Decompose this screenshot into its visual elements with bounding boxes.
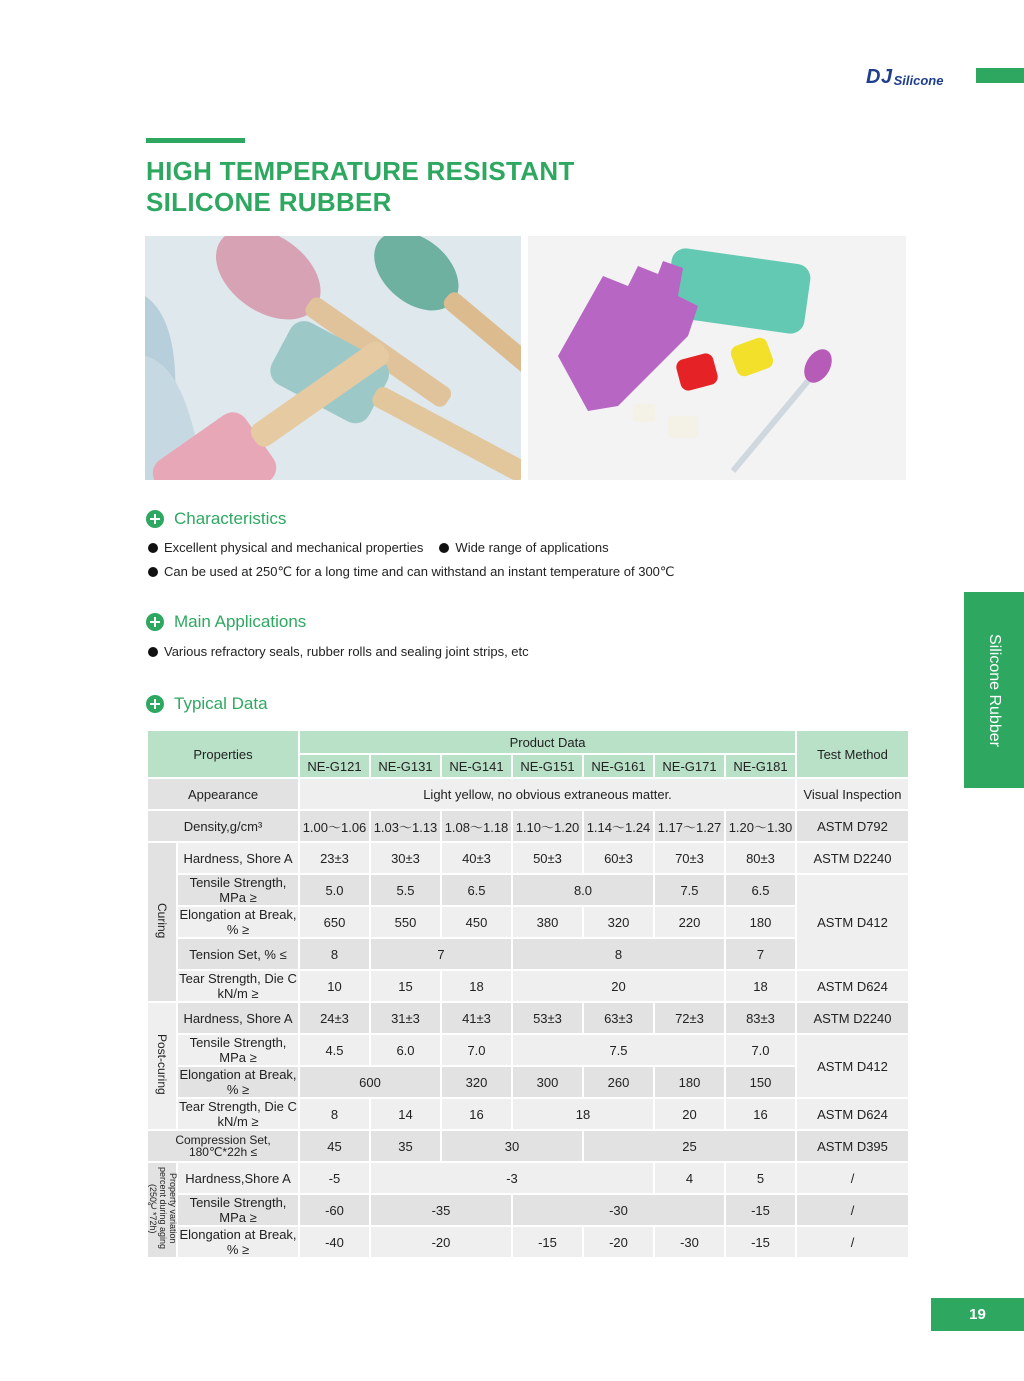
row-label: Elongation at Break, % ≥	[177, 1226, 299, 1258]
table-row	[147, 778, 909, 810]
row-label: Hardness, Shore A	[177, 842, 299, 874]
value-cell: 450	[441, 906, 512, 938]
value-cell: 180	[725, 906, 796, 938]
value-cell: 31±3	[370, 1002, 441, 1034]
brand-logo-silicone: Silicone	[893, 72, 944, 88]
value-cell: 70±3	[654, 842, 725, 874]
value-cell: 16	[725, 1098, 796, 1130]
header-test-method: Test Method	[796, 730, 909, 778]
value-cell: 1.20～1.30	[725, 810, 796, 842]
characteristic-item: Wide range of applications	[455, 540, 609, 555]
value-cell: 60±3	[583, 842, 654, 874]
bullet-icon	[148, 647, 158, 657]
value-cell: 25	[583, 1130, 796, 1162]
bullet-icon	[148, 543, 158, 553]
test-method-cell: ASTM D624	[796, 970, 909, 1002]
plus-circle-icon	[146, 510, 164, 528]
value-cell: -35	[370, 1194, 512, 1226]
test-method-cell: Visual Inspection	[796, 778, 909, 810]
table-header-row	[147, 730, 909, 754]
table-row	[147, 1162, 909, 1194]
table-row	[147, 1194, 909, 1226]
grade-cell: NE-G171	[654, 754, 725, 778]
value-cell: 180	[654, 1066, 725, 1098]
applications-line-1	[148, 644, 529, 659]
plus-circle-icon	[146, 613, 164, 631]
value-cell: 10	[299, 970, 370, 1002]
value-cell: 7.5	[654, 874, 725, 906]
characteristics-line-1	[148, 540, 609, 555]
value-cell: 380	[512, 906, 583, 938]
value-cell: -30	[654, 1226, 725, 1258]
value-cell: 8.0	[512, 874, 654, 906]
grade-cell: NE-G121	[299, 754, 370, 778]
glove-photo	[528, 236, 906, 480]
test-method-cell: /	[796, 1226, 909, 1258]
grade-cell: NE-G161	[583, 754, 654, 778]
value-cell: 260	[583, 1066, 654, 1098]
test-method-cell: ASTM D792	[796, 810, 909, 842]
aging-group-label	[148, 1167, 178, 1249]
row-label: Tension Set, % ≤	[177, 938, 299, 970]
application-item: Various refractory seals, rubber rolls and sealing joint strips, etc	[164, 644, 529, 659]
row-label: Hardness,Shore A	[177, 1162, 299, 1194]
value-cell: -15	[512, 1226, 583, 1258]
test-method-cell: ASTM D395	[796, 1130, 909, 1162]
value-cell: -3	[370, 1162, 654, 1194]
value-cell: 1.03～1.13	[370, 810, 441, 842]
value-cell: 30	[441, 1130, 583, 1162]
row-label: Compression Set,	[175, 1133, 271, 1147]
row-label: Appearance	[147, 778, 299, 810]
row-label: Tensile Strength, MPa ≥	[177, 1034, 299, 1066]
value-cell: 30±3	[370, 842, 441, 874]
characteristic-item: Can be used at 250℃ for a long time and can withstand an instant temperature of 300℃	[164, 564, 675, 579]
row-label: Tensile Strength, MPa ≥	[177, 874, 299, 906]
value-cell: -30	[512, 1194, 725, 1226]
row-label: Tear Strength, Die C kN/m ≥	[177, 1098, 299, 1130]
value-cell: 4.5	[299, 1034, 370, 1066]
value-cell: 1.00～1.06	[299, 810, 370, 842]
value-cell: 80±3	[725, 842, 796, 874]
value-cell: -20	[370, 1226, 512, 1258]
test-method-cell: ASTM D2240	[796, 1002, 909, 1034]
grade-cell: NE-G151	[512, 754, 583, 778]
value-cell: 16	[441, 1098, 512, 1130]
row-label: Tear Strength, Die C kN/m ≥	[177, 970, 299, 1002]
aging-group-line1: Property variation	[168, 1173, 178, 1244]
value-cell: 15	[370, 970, 441, 1002]
table-row	[147, 874, 909, 906]
brand-logo	[866, 66, 943, 89]
appearance-value: Light yellow, no obvious extraneous matter.	[299, 778, 796, 810]
value-cell: 1.10～1.20	[512, 810, 583, 842]
table-row	[147, 906, 909, 938]
value-cell: -5	[299, 1162, 370, 1194]
aging-group-line2: percent during aging	[158, 1167, 168, 1250]
value-cell: 4	[654, 1162, 725, 1194]
row-label: Tensile Strength, MPa ≥	[177, 1194, 299, 1226]
table-row	[147, 1034, 909, 1066]
value-cell: 41±3	[441, 1002, 512, 1034]
spatula-photo	[145, 236, 521, 480]
page-number: 19	[931, 1298, 1024, 1331]
value-cell: 18	[441, 970, 512, 1002]
characteristics-line-2	[148, 564, 675, 580]
value-cell: 20	[512, 970, 725, 1002]
typical-data-heading-text: Typical Data	[174, 694, 268, 713]
value-cell: 320	[441, 1066, 512, 1098]
value-cell: 7.0	[725, 1034, 796, 1066]
applications-heading-text: Main Applications	[174, 612, 307, 631]
value-cell: 35	[370, 1130, 441, 1162]
value-cell: 150	[725, 1066, 796, 1098]
bullet-icon	[439, 543, 449, 553]
value-cell: 72±3	[654, 1002, 725, 1034]
plus-circle-icon	[146, 695, 164, 713]
table-row	[147, 1002, 909, 1034]
value-cell: 6.0	[370, 1034, 441, 1066]
title-rule	[146, 138, 245, 143]
post-curing-group	[147, 1002, 177, 1130]
value-cell: 8	[299, 1098, 370, 1130]
value-cell: 5.5	[370, 874, 441, 906]
value-cell: -60	[299, 1194, 370, 1226]
value-cell: 63±3	[583, 1002, 654, 1034]
page-title	[146, 156, 666, 218]
typical-data-heading	[146, 694, 268, 714]
value-cell: 6.5	[725, 874, 796, 906]
typical-data-table	[146, 729, 910, 1259]
value-cell: 220	[654, 906, 725, 938]
header-product-data: Product Data	[299, 730, 796, 754]
value-cell: 320	[583, 906, 654, 938]
glove-illustration	[528, 236, 906, 480]
characteristics-heading-text: Characteristics	[174, 509, 287, 528]
value-cell: 1.08～1.18	[441, 810, 512, 842]
value-cell: 7	[370, 938, 512, 970]
row-label: 180℃*22h ≤	[188, 1145, 258, 1159]
value-cell: 83±3	[725, 1002, 796, 1034]
value-cell: 6.5	[441, 874, 512, 906]
value-cell: 5.0	[299, 874, 370, 906]
spatula-illustration	[145, 236, 521, 480]
bullet-icon	[148, 567, 158, 577]
table-row	[147, 810, 909, 842]
grade-cell: NE-G141	[441, 754, 512, 778]
value-cell: 5	[725, 1162, 796, 1194]
value-cell: 7.0	[441, 1034, 512, 1066]
table-row	[147, 1066, 909, 1098]
value-cell: -20	[583, 1226, 654, 1258]
characteristic-item: Excellent physical and mechanical properties	[164, 540, 424, 555]
value-cell: -15	[725, 1226, 796, 1258]
table-row	[147, 970, 909, 1002]
table-row	[147, 842, 909, 874]
grade-cell: NE-G181	[725, 754, 796, 778]
value-cell: 300	[512, 1066, 583, 1098]
grade-cell: NE-G131	[370, 754, 441, 778]
test-method-cell: ASTM D412	[796, 874, 909, 970]
brand-accent-bar	[976, 68, 1024, 83]
value-cell: 40±3	[441, 842, 512, 874]
test-method-cell: ASTM D2240	[796, 842, 909, 874]
page-title-line1: HIGH TEMPERATURE RESISTANT	[146, 156, 575, 186]
table-row	[147, 1098, 909, 1130]
test-method-cell: /	[796, 1194, 909, 1226]
row-label: Elongation at Break, % ≥	[177, 1066, 299, 1098]
side-tab-label-wrap	[964, 592, 1024, 788]
test-method-cell: /	[796, 1162, 909, 1194]
row-label: Hardness, Shore A	[177, 1002, 299, 1034]
aging-group	[147, 1162, 177, 1258]
value-cell: 1.14～1.24	[583, 810, 654, 842]
applications-heading	[146, 612, 306, 632]
value-cell: 14	[370, 1098, 441, 1130]
test-method-cell: ASTM D624	[796, 1098, 909, 1130]
table-row	[147, 1226, 909, 1258]
value-cell: -15	[725, 1194, 796, 1226]
value-cell: 7.5	[512, 1034, 725, 1066]
value-cell: 7	[725, 938, 796, 970]
value-cell: 45	[299, 1130, 370, 1162]
aging-group-line3: (250℃*72h)	[148, 1183, 158, 1234]
curing-group-label: Curing	[155, 902, 169, 939]
value-cell: -40	[299, 1226, 370, 1258]
row-label: Density,g/cm³	[147, 810, 299, 842]
value-cell: 8	[512, 938, 725, 970]
side-tab-label: Silicone Rubber	[986, 633, 1003, 747]
page-title-line2: SILICONE RUBBER	[146, 187, 392, 217]
value-cell: 23±3	[299, 842, 370, 874]
value-cell: 8	[299, 938, 370, 970]
header-properties: Properties	[147, 730, 299, 778]
value-cell: 53±3	[512, 1002, 583, 1034]
value-cell: 18	[725, 970, 796, 1002]
value-cell: 20	[654, 1098, 725, 1130]
value-cell: 18	[512, 1098, 654, 1130]
row-label: Elongation at Break, % ≥	[177, 906, 299, 938]
value-cell: 50±3	[512, 842, 583, 874]
compression-label	[147, 1130, 299, 1162]
brand-logo-dj: DJ	[866, 66, 893, 88]
value-cell: 550	[370, 906, 441, 938]
value-cell: 650	[299, 906, 370, 938]
test-method-cell: ASTM D412	[796, 1034, 909, 1098]
value-cell: 600	[299, 1066, 441, 1098]
table-row	[147, 938, 909, 970]
characteristics-heading	[146, 509, 286, 529]
post-curing-group-label: Post-curing	[155, 1034, 169, 1095]
value-cell: 24±3	[299, 1002, 370, 1034]
curing-group	[147, 842, 177, 1002]
table-row	[147, 1130, 909, 1162]
value-cell: 1.17～1.27	[654, 810, 725, 842]
